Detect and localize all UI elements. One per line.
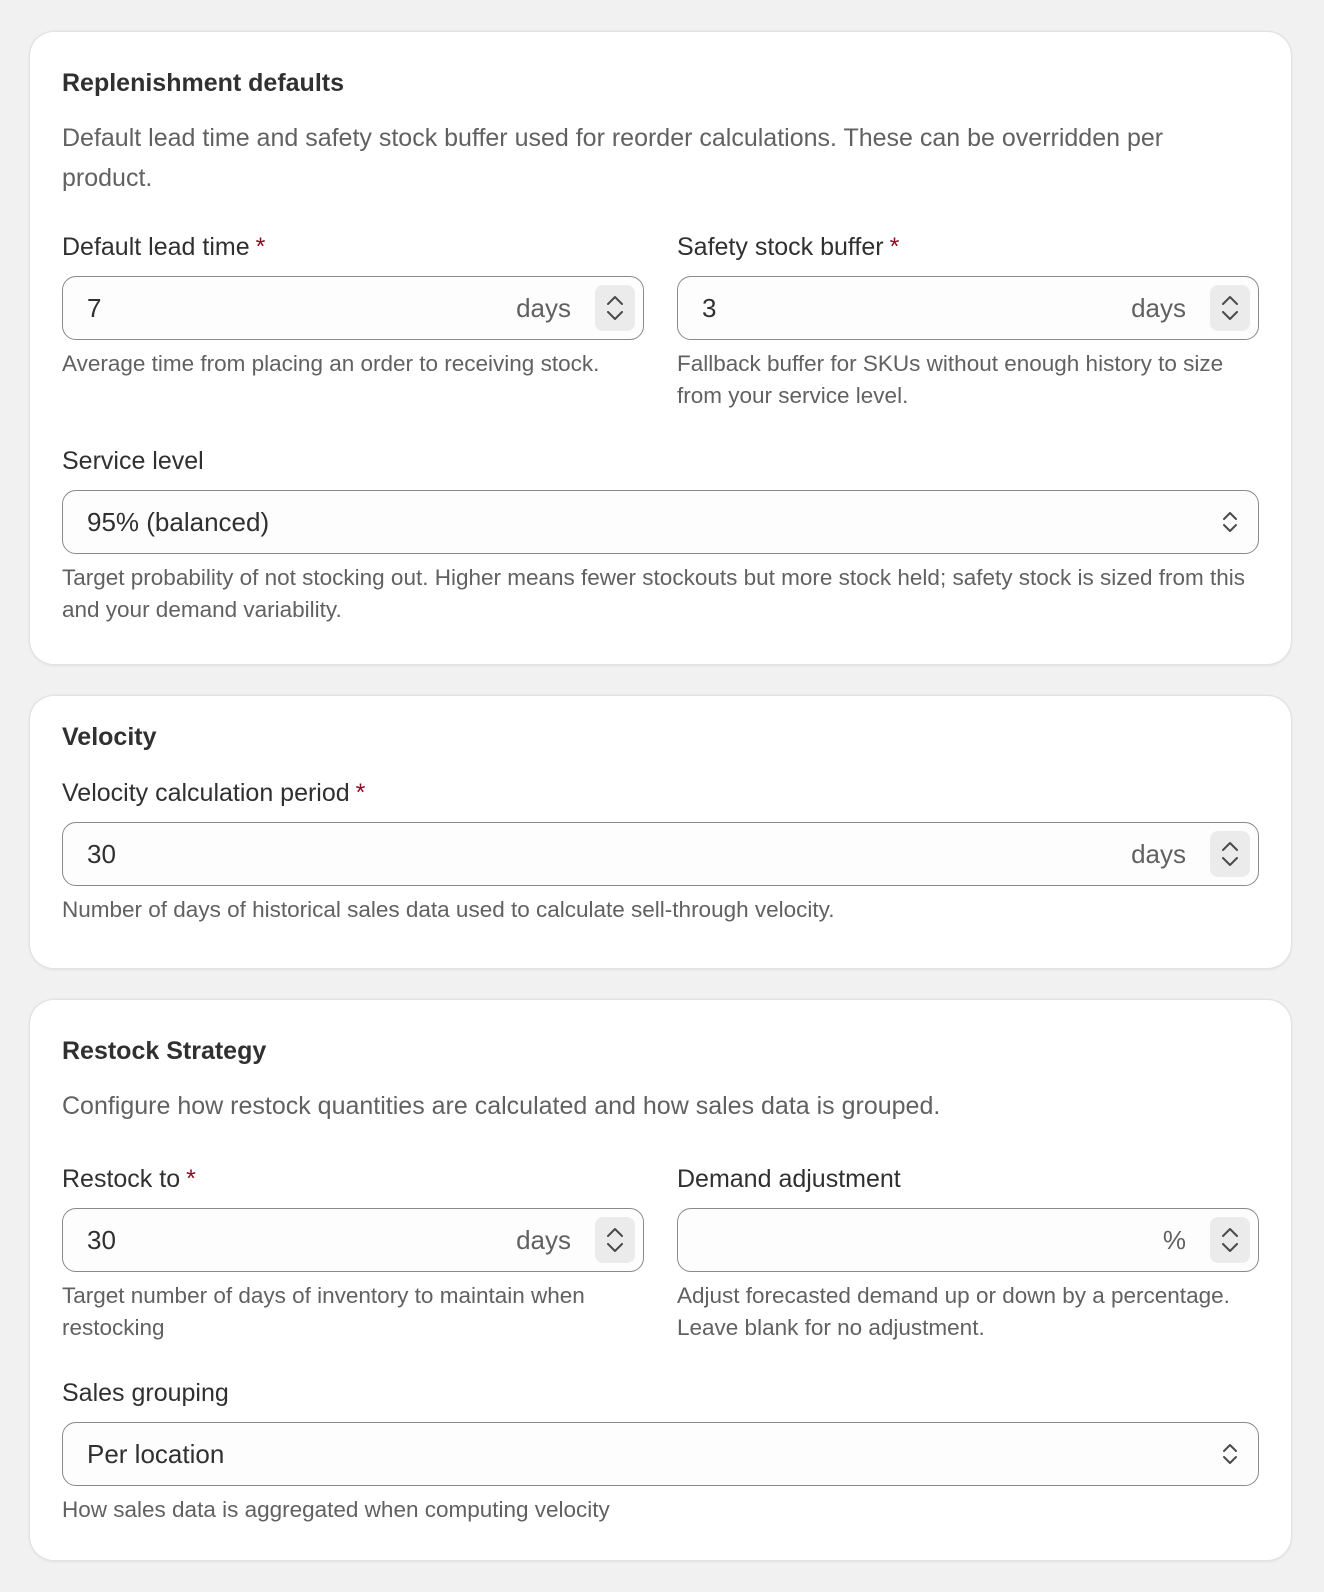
lead-time-label-text: Default lead time <box>62 233 250 261</box>
safety-stock-suffix: days <box>1131 292 1186 323</box>
chevron-down-icon[interactable] <box>1221 311 1239 321</box>
service-level-field-group <box>62 446 1259 626</box>
card-title: Replenishment defaults <box>62 69 344 97</box>
demand-adjustment-input[interactable] <box>677 1208 1259 1272</box>
lead-time-stepper[interactable] <box>595 285 635 331</box>
velocity-period-help: Number of days of historical sales data used to calculate sell-through velocity. <box>62 897 835 922</box>
demand-adjustment-suffix: % <box>1162 1224 1186 1255</box>
required-marker: * <box>255 233 266 261</box>
service-level-select[interactable] <box>62 490 1259 554</box>
velocity-period-label-text: Velocity calculation period <box>62 779 350 807</box>
velocity-period-field-group <box>62 778 1259 926</box>
required-marker: * <box>889 233 900 261</box>
restock-to-label-text: Restock to <box>62 1165 181 1193</box>
chevron-down-icon[interactable] <box>606 1243 624 1253</box>
sales-grouping-select[interactable] <box>62 1422 1259 1486</box>
sales-grouping-label: Sales grouping <box>62 1379 229 1407</box>
lead-time-help: Average time from placing an order to receiving stock. <box>62 351 600 376</box>
velocity-period-stepper[interactable] <box>1210 831 1250 877</box>
card-title: Velocity <box>62 723 157 751</box>
restock-to-stepper[interactable] <box>595 1217 635 1263</box>
restock-to-field-group <box>62 1164 644 1344</box>
velocity-period-label <box>62 778 1259 808</box>
chevron-up-icon[interactable] <box>1221 841 1239 851</box>
lead-time-label <box>62 232 644 262</box>
service-level-help: Target probability of not stocking out. Higher means fewer stockouts but more stock held; safety stock is sized from this and your demand variability. <box>62 565 1246 622</box>
restock-to-label <box>62 1164 644 1194</box>
safety-stock-input[interactable] <box>677 276 1259 340</box>
chevron-up-icon[interactable] <box>1221 295 1239 305</box>
required-marker: * <box>355 779 366 807</box>
sales-grouping-selected: Per location <box>87 1438 225 1469</box>
lead-time-value[interactable]: 7 <box>87 292 102 323</box>
service-level-selected: 95% (balanced) <box>87 506 270 537</box>
lead-time-safety-row <box>62 232 1259 412</box>
velocity-period-input[interactable] <box>62 822 1259 886</box>
sales-grouping-help: How sales data is aggregated when computing velocity <box>62 1497 610 1522</box>
sales-grouping-field-group <box>62 1378 1259 1526</box>
safety-stock-field-group <box>677 232 1259 412</box>
card-title: Restock Strategy <box>62 1037 267 1065</box>
replenishment-defaults-card <box>30 32 1291 664</box>
lead-time-suffix: days <box>516 292 571 323</box>
restock-strategy-card <box>30 1000 1291 1560</box>
card-description: Configure how restock quantities are calculated and how sales data is grouped. <box>62 1092 941 1120</box>
restock-to-input[interactable] <box>62 1208 644 1272</box>
required-marker: * <box>186 1165 196 1193</box>
chevron-down-icon[interactable] <box>1221 857 1239 867</box>
restock-to-help: Target number of days of inventory to maintain when restocking <box>62 1283 585 1340</box>
select-chevrons-icon <box>1222 508 1238 536</box>
chevron-up-icon[interactable] <box>606 1227 624 1237</box>
velocity-period-value[interactable]: 30 <box>87 838 116 869</box>
restock-demand-row <box>62 1164 1259 1344</box>
safety-stock-value[interactable]: 3 <box>702 292 717 323</box>
chevron-down-icon[interactable] <box>1221 1243 1239 1253</box>
chevron-up-icon[interactable] <box>1221 1227 1239 1237</box>
safety-stock-stepper[interactable] <box>1210 285 1250 331</box>
lead-time-input[interactable] <box>62 276 644 340</box>
service-level-label: Service level <box>62 447 204 475</box>
restock-to-value[interactable]: 30 <box>87 1224 116 1255</box>
safety-stock-label <box>677 232 1259 262</box>
demand-adjustment-help: Adjust forecasted demand up or down by a percentage. Leave blank for no adjustment. <box>677 1283 1230 1340</box>
chevron-up-icon[interactable] <box>606 295 624 305</box>
chevron-down-icon[interactable] <box>606 311 624 321</box>
velocity-card <box>30 696 1291 968</box>
select-chevrons-icon <box>1222 1440 1238 1468</box>
demand-adjustment-label: Demand adjustment <box>677 1165 901 1193</box>
demand-adjustment-stepper[interactable] <box>1210 1217 1250 1263</box>
lead-time-field-group <box>62 232 644 412</box>
velocity-period-suffix: days <box>1131 838 1186 869</box>
restock-to-suffix: days <box>516 1224 571 1255</box>
demand-adjustment-field-group <box>677 1164 1259 1344</box>
safety-stock-help: Fallback buffer for SKUs without enough history to size from your service level. <box>677 351 1224 408</box>
card-description: Default lead time and safety stock buffer used for reorder calculations. These can be overridden per product. <box>62 124 1164 192</box>
safety-stock-label-text: Safety stock buffer <box>677 233 884 261</box>
